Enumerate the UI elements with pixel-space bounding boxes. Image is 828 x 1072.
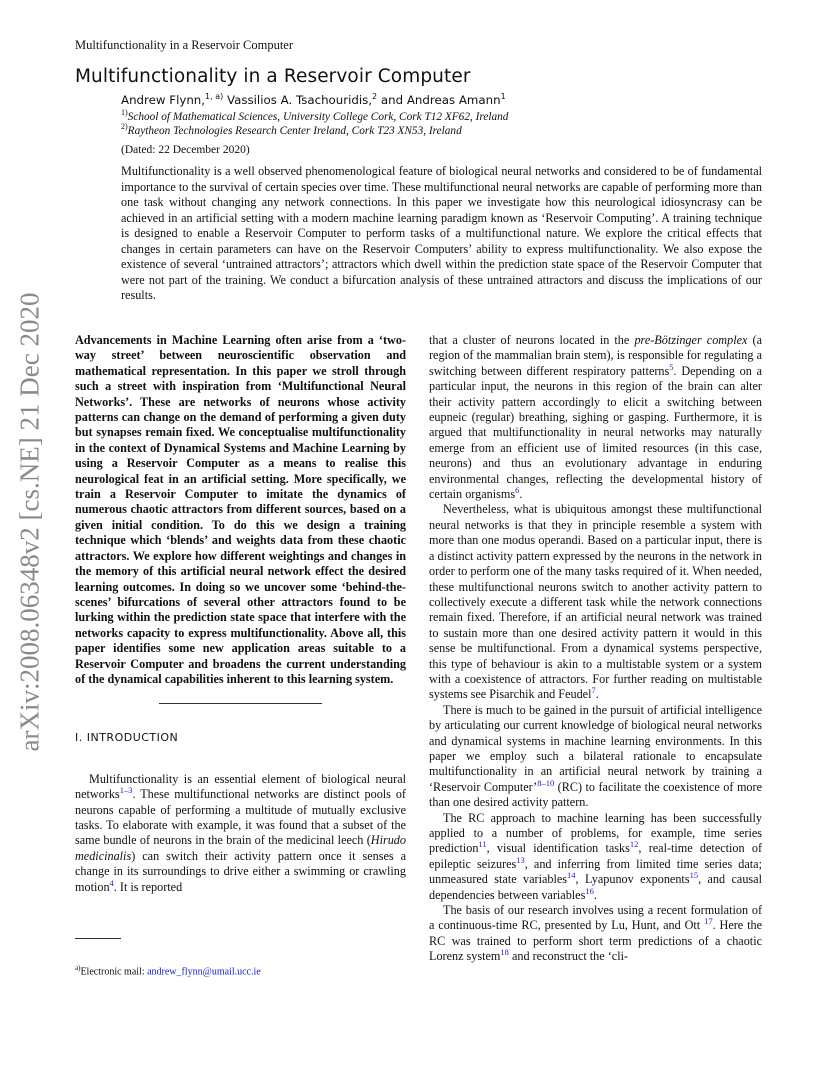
email-link[interactable]: andrew_flynn@umail.ucc.ie [147, 966, 261, 978]
affiliation-1-text: School of Mathematical Sciences, University College Cork, Cork T12 XF62, Ireland [127, 110, 509, 123]
intro-paragraph-1 [75, 772, 406, 895]
right-p5-text-3: and reconstruct the ‘cli- [508, 949, 629, 964]
intro-p1-text-4: . It is reported [113, 879, 183, 894]
right-column [429, 333, 762, 965]
affiliation-2-marker: 2) [121, 122, 128, 131]
affiliation-2-text: Raytheon Technologies Research Center Ireland, Cork T23 XN53, Ireland [127, 124, 462, 137]
author-flynn-affil: 1, a) [205, 92, 224, 101]
citation-link[interactable]: 11 [478, 839, 487, 850]
citation-link[interactable]: 12 [629, 839, 639, 850]
citation-link[interactable]: 7 [591, 685, 596, 696]
citation-link[interactable]: 16 [585, 885, 594, 896]
right-p4-text-6: , and causal dependencies between variables [429, 872, 762, 902]
right-p4-text-2: , visual identification tasks [486, 841, 630, 856]
citation-link[interactable]: 6 [515, 485, 520, 495]
right-p2-text-2: . [595, 687, 599, 702]
author-amann-affil: 1 [500, 92, 506, 101]
affiliation-2 [121, 122, 462, 137]
right-p4-text-5: , Lyapunov exponents [575, 872, 690, 887]
citation-link[interactable]: 15 [689, 870, 699, 881]
lead-paragraph: Advancements in Machine Learning often arise from a ‘two-way street’ between neuroscientific observation and mathematical representation. In this paper we stroll through such a street with inspiration from ‘Multifunctional Neural Networks’. These are networks of neurons whose activity patterns can change on the demand of performing a given duty but synapses remain fixed. We conceptualise multifunctionality in the context of Dynamical Systems and Machine Learning by using a Reservoir Computer as a means to realise this neurological feat in an artificial setting. More specifically, we train a Reservoir Computer to imitate the dynamics of numerous chaotic attractors from different sources, based on a given initial condition. To do this we design a training technique which ‘blends’ and weights data from these chaotic attractors. We explore how different weightings and changes in the memory of this artificial neural network effect the desired learning outcomes. In doing so we uncover some ‘behind-the-scenes’ bifurcations of several other attractors found to be lurking within the prediction state space that interfere with the networks capacity to express multifunctionality. Above all, this paper identifies some new application areas suitable to a Reservoir Computer and broadens the current understanding of the dynamical capabilities inherent to this learning system. [75, 333, 406, 686]
right-p3-text-1: There is much to be gained in the pursuit of artificial intelligence by articulating our current knowledge of biological neural networks and dynamical systems in machine learning environments. In this paper we employ such a bilateral rationale to encapsulate multifunctionality in an artificial neural network by training a ‘Reservoir Computer’ [429, 702, 762, 794]
right-p1-text-4: . [519, 487, 523, 502]
footnote-rule [75, 938, 121, 939]
abstract: Multifunctionality is a well observed phenomenological feature of biological neural networks and considered to be of fundamental importance to the survival of certain species over time. These multifunctional neural networks are capable of performing more than one task without changing any network connections. In this paper we investigate how this neurological idiosyncrasy can be achieved in an artificial setting with a modern machine learning paradigm known as ‘Reservoir Computing’. A training technique is designed to enable a Reservoir Computer to perform tasks of a multifunctional nature. We explore the critical effects that changes in certain parameters can have on the Reservoir Computers’ ability to express multifunctionality. We also expose the existence of several ‘untrained attractors’; attractors which dwell within the prediction state space of the Reservoir Computer that were not part of the training. We conduct a bifurcation analysis of these untrained attractors and discuss the implications of our results. [121, 164, 762, 302]
intro-p1-text-1: Multifunctionality is an essential element of biological neural networks [75, 771, 406, 802]
citation-link[interactable]: 17 [704, 916, 713, 927]
footnote-label: Electronic mail: [80, 966, 148, 978]
right-p5-text-1: The basis of our research involves using a recent formulation of a continuous-time RC, presented by Lu, Hunt, and Ott [429, 903, 762, 933]
right-p1-text-3: . Depending on a particular input, the neurons in this region of the brain can alter their activity pattern accordingly to elicit a switching between eupneic (regular) breathing, sighing or gasping. Furthermore, it is argued that multifunctionality in neural networks may naturally emerge from an efficient use of limited resources (in this case, neurons) and thus an evolutionary advantage in enduring environmental changes, reflecting the developmental history of certain organisms [429, 363, 762, 502]
intro-p1-text-2: . These multifunctional networks are distinct pools of neurons capable of performing a multitude of mutually exclusive tasks. To elaborate with example, it was found that a subset of the same bundle of neurons in the brain of the medicinal leech ( [75, 787, 406, 848]
citation-link[interactable]: 18 [500, 947, 509, 958]
author-tsachouridis-affil: 2 [372, 92, 378, 101]
dated-line: (Dated: 22 December 2020) [121, 144, 250, 156]
right-p1-text-1: that a cluster of neurons located in the [429, 333, 635, 347]
right-p1-text-2: (a region of the mammalian brain stem), is responsible for regulating a switching between different respiratory patterns [429, 333, 762, 378]
intro-p1-text-3: ) can switch their activity pattern once it senses a change in its surroundings to drive either a swimming or crawling motion [75, 848, 406, 894]
citation-link[interactable]: 13 [516, 854, 525, 865]
section-heading-introduction: I. INTRODUCTION [75, 731, 179, 745]
citation-link[interactable]: 4 [109, 877, 114, 888]
affiliation-1-marker: 1) [121, 108, 128, 117]
right-p4-text-3: , real-time detection of epileptic seizures [429, 841, 762, 871]
author-amann: and Andreas Amann [377, 92, 501, 107]
running-head: Multifunctionality in a Reservoir Computer [75, 38, 294, 52]
right-paragraph-2 [429, 502, 762, 702]
species-name: Hirudo medicinalis [75, 833, 406, 863]
brain-region-name: pre-Bötzinger complex [634, 333, 748, 347]
right-p3-text-2: (RC) to facilitate the coexistence of more than one desired activity pattern. [429, 779, 762, 810]
right-paragraph-1 [429, 333, 762, 502]
right-p4-text-1: The RC approach to machine learning has been successfully applied to a number of problems, for example, time series prediction [429, 810, 762, 856]
left-column [75, 333, 406, 895]
lead-separator [159, 703, 322, 704]
right-p4-text-4: , and inferring from limited time series data; unmeasured state variables [429, 856, 762, 887]
citation-link[interactable]: 1–3 [119, 785, 133, 796]
affiliation-1 [121, 108, 508, 123]
author-list [121, 92, 506, 107]
author-tsachouridis: Vassilios A. Tsachouridis, [223, 92, 373, 107]
citation-link[interactable]: 8–10 [537, 777, 555, 788]
paper-title: Multifunctionality in a Reservoir Computer [75, 66, 471, 87]
right-p4-text-7: . [593, 887, 597, 902]
right-p5-text-2: . Here the RC was trained to perform short term predictions of a chaotic Lorenz system [429, 918, 762, 964]
right-p2-text-1: Nevertheless, what is ubiquitous amongst these multifunctional neural networks is that they in principle resemble a system with more than one modus operandi. Based on a particular input, there is a distinct activity pattern expressed by the neurons in the network in order to perform one of the many tasks required of it. When needed, these multifunctional neurons switch to another activity pattern to collectively execute a different task while the network connections remain fixed. Therefore, if an artificial neural network was trained to sustain more than one desired activity pattern it would in this sense be multifunctional. From a dynamical systems perspective, this type of behaviour is akin to a multistable system or a system with a coexistence of attractors. For further reading on multistable systems see Pisarchik and Feudel [429, 502, 762, 702]
citation-link[interactable]: 5 [669, 361, 674, 372]
arxiv-stamp [8, 286, 52, 758]
right-paragraph-3 [429, 703, 762, 811]
right-paragraph-4 [429, 811, 762, 903]
citation-link[interactable]: 14 [567, 870, 576, 881]
right-paragraph-5 [429, 903, 762, 965]
arxiv-stamp-text: arXiv:2008.06348v2 [cs.NE] 21 Dec 2020 [14, 292, 45, 752]
footnote-marker: a) [75, 964, 81, 972]
author-flynn: Andrew Flynn, [121, 92, 206, 107]
footnote [75, 964, 261, 977]
